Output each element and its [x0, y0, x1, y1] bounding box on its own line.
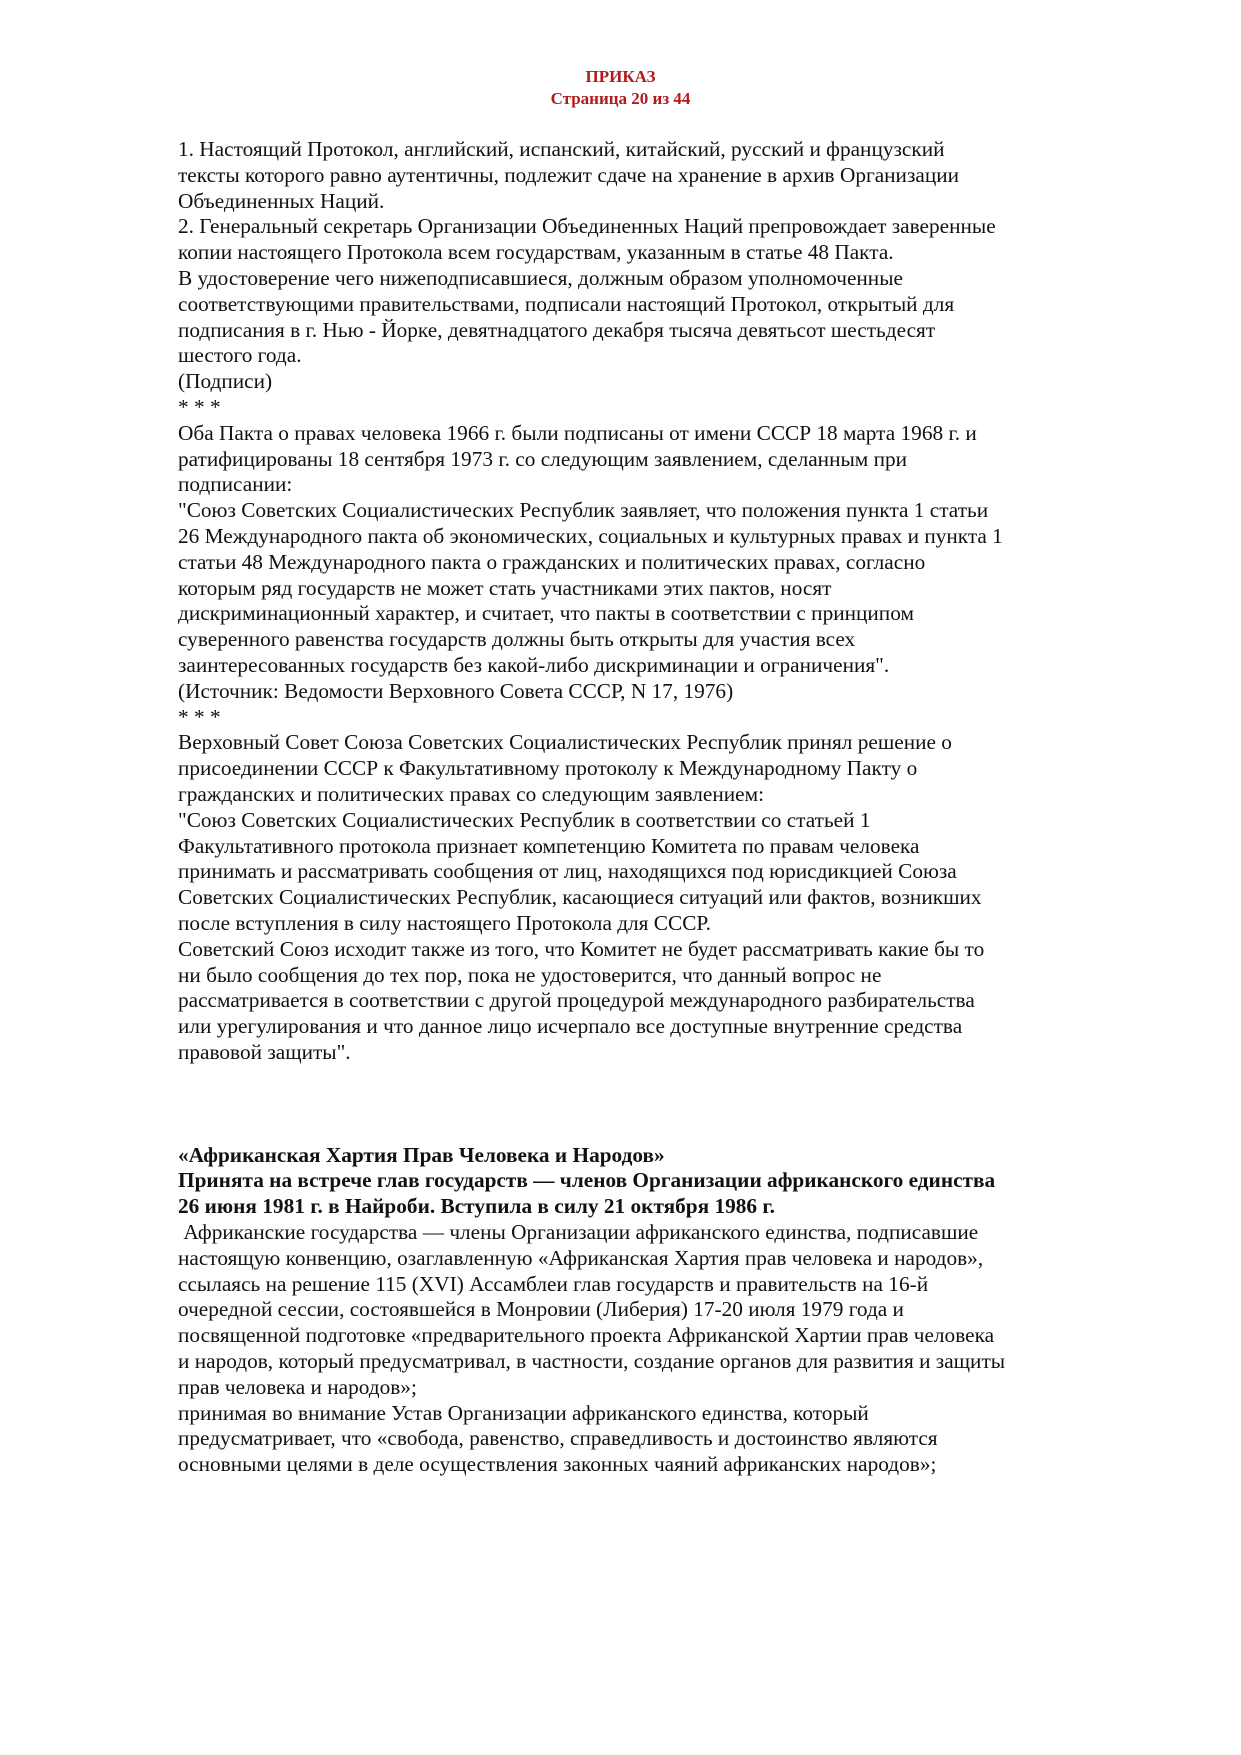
page-indicator: Страница 20 из 44 [550, 89, 691, 108]
text-line: предусматривает, что «свобода, равенство, справедливость и достоинство являются [178, 1426, 938, 1451]
section-separator: * * * [178, 704, 221, 729]
optional-protocol-accession [178, 730, 1168, 1065]
protocol-final-clauses [178, 137, 1168, 421]
text-line: 26 Международного пакта об экономических, социальных и культурных правах и пункта 1 [178, 523, 1003, 548]
text-line: ссылаясь на решение 115 (XVI) Ассамблеи глав государств и правительств на 16-й [178, 1271, 929, 1296]
text-line: Объединенных Наций. [178, 188, 385, 213]
text-line: дискриминационный характер, и считает, что пакты в соответствии с принципом [178, 601, 914, 626]
text-line: 1. Настоящий Протокол, английский, испанский, китайский, русский и французский [178, 137, 945, 161]
text-line: тексты которого равно аутентичны, подлежит сдаче на хранение в архив Организации [178, 162, 960, 187]
text-line: заинтересованных государств без какой-либо дискриминации и ограничения". [178, 652, 890, 677]
text-line: которым ряд государств не может стать участниками этих пактов, носят [178, 575, 832, 600]
text-line: "Союз Советских Социалистических Республик в соответствии со статьей 1 [178, 807, 871, 832]
text-line: 2. Генеральный секретарь Организации Объединенных Наций препровождает заверенные [178, 214, 996, 239]
text-line: очередной сессии, состоявшейся в Монровии (Либерия) 17-20 июля 1979 года и [178, 1297, 904, 1322]
text-line: статьи 48 Международного пакта о гражданских и политических правах, согласно [178, 549, 926, 574]
text-line: В удостоверение чего нижеподписавшиеся, должным образом уполномоченные [178, 265, 903, 290]
charter-subtitle-line: 26 июня 1981 г. в Найроби. Вступила в силу 21 октября 1986 г. [178, 1194, 775, 1219]
text-line: гражданских и политических правах со следующим заявлением: [178, 781, 765, 806]
text-line: Советских Социалистических Республик, касающиеся ситуаций или фактов, возникших [178, 885, 982, 910]
text-line: Верховный Совет Союза Советских Социалистических Республик принял решение о [178, 730, 952, 755]
text-line: принимать и рассматривать сообщения от лиц, находящихся под юрисдикцией Союза [178, 859, 957, 884]
text-line: ни было сообщения до тех пор, пока не удостоверится, что данный вопрос не [178, 962, 882, 987]
text-line: принимая во внимание Устав Организации африканского единства, который [178, 1400, 869, 1425]
document-body [178, 137, 1168, 1478]
text-line: присоединении СССР к Факультативному протоколу к Международному Пакту о [178, 756, 918, 781]
text-line: и народов, который предусматривал, в частности, создание органов для развития и защиты [178, 1349, 1006, 1374]
text-line: или урегулирования и что данное лицо исчерпало все доступные внутренние средства [178, 1014, 963, 1039]
text-line: Советский Союз исходит также из того, что Комитет не будет рассматривать какие бы то [178, 936, 985, 961]
charter-subtitle-line: Принята на встрече глав государств — членов Организации африканского единства [178, 1168, 996, 1193]
text-line: Африканские государства — члены Организации африканского единства, подписавшие [178, 1220, 979, 1245]
source-citation: (Источник: Ведомости Верховного Совета СССР, N 17, 1976) [178, 678, 734, 703]
text-line: подписания в г. Нью - Йорке, девятнадцатого декабря тысяча девятьсот шестьдесят [178, 317, 936, 342]
ussr-ratification-statement [178, 421, 1168, 731]
text-line: Оба Пакта о правах человека 1966 г. были подписаны от имени СССР 18 марта 1968 г. и [178, 420, 977, 445]
text-line: посвященной подготовке «предварительного проекта Африканской Хартии прав человека [178, 1323, 995, 1348]
section-separator: * * * [178, 394, 221, 419]
text-line: основными целями в деле осуществления законных чаяний африканских народов»; [178, 1452, 937, 1477]
text-line: правовой защиты". [178, 1039, 351, 1064]
text-line: рассматривается в соответствии с другой процедурой международного разбирательства [178, 988, 975, 1013]
text-line: шестого года. [178, 343, 302, 368]
text-line: настоящую конвенцию, озаглавленную «Африканская Хартия прав человека и народов», [178, 1245, 984, 1270]
text-line: после вступления в силу настоящего Протокола для СССР. [178, 910, 711, 935]
text-line: ратифицированы 18 сентября 1973 г. со следующим заявлением, сделанным при [178, 446, 908, 471]
text-line: соответствующими правительствами, подписали настоящий Протокол, открытый для [178, 291, 955, 316]
page-header [0, 66, 1241, 110]
text-line: "Союз Советских Социалистических Республик заявляет, что положения пункта 1 статьи [178, 498, 989, 523]
african-charter-section [178, 1143, 1168, 1478]
text-line: подписании: [178, 472, 293, 497]
text-line: копии настоящего Протокола всем государствам, указанным в статье 48 Пакта. [178, 240, 894, 265]
spacer [178, 1066, 1168, 1143]
text-line: прав человека и народов»; [178, 1374, 417, 1399]
text-line: Факультативного протокола признает компетенцию Комитета по правам человека [178, 833, 920, 858]
text-line: суверенного равенства государств должны быть открыты для участия всех [178, 627, 856, 652]
document-title: ПРИКАЗ [585, 67, 656, 86]
signatures-note: (Подписи) [178, 369, 273, 394]
charter-title: «Африканская Хартия Прав Человека и Народов» [178, 1142, 665, 1167]
